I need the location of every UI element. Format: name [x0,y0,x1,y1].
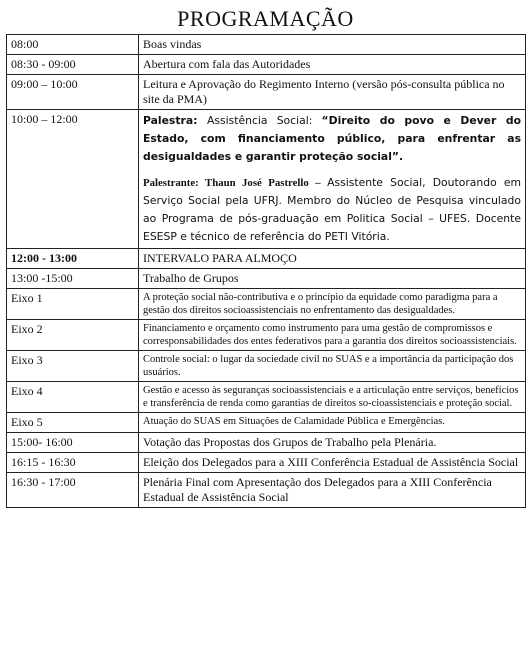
table-row [7,110,526,249]
time-cell: 08:00 [7,35,139,55]
table-row [7,289,526,320]
table-row [7,249,526,269]
time-cell: 10:00 – 12:00 [7,110,139,249]
desc-cell: Trabalho de Grupos [139,269,526,289]
time-cell: 15:00- 16:00 [7,433,139,453]
palestrante-paragraph [143,174,521,246]
time-cell: 12:00 - 13:00 [7,249,139,269]
table-row [7,453,526,473]
desc-cell: INTERVALO PARA ALMOÇO [139,249,526,269]
eixo-desc: A proteção social não-contributiva e o princípio da equidade como paradigma para a gestão dos direitos socioassistenciais no enfrentamento das desigualdades. [139,289,526,320]
desc-cell: Boas vindas [139,35,526,55]
table-row [7,320,526,351]
desc-cell: Plenária Final com Apresentação dos Delegados para a XIII Conferência Estadual de Assistência Social [139,473,526,508]
eixo-desc: Financiamento e orçamento como instrumento para uma gestão de compromissos e corresponsabilidades dos entes federativos para a garantia dos direitos socioassistenciais. [139,320,526,351]
palestrante-desc: Assistente Social, Doutorando em Serviço Social pela UFRJ. Membro do Núcleo de Pesquisa vinculado ao Programa de pós-graduação em Politica Social – UFES. Docente ESESP e técnico de referência do PETI Vitória. [143,176,521,243]
time-cell: 16:30 - 17:00 [7,473,139,508]
table-row [7,473,526,508]
eixo-desc: Gestão e acesso às seguranças socioassistenciais e a articulação entre serviços, benefícios e transferência de renda como garantias de direitos so-cioassistenciais e proteção social. [139,382,526,413]
table-row [7,382,526,413]
table-row [7,269,526,289]
palestrante-label: Palestrante: Thaun José Pastrello – [143,177,328,189]
time-cell: 16:15 - 16:30 [7,453,139,473]
desc-cell: Leitura e Aprovação do Regimento Interno (versão pós-consulta pública no site da PMA) [139,75,526,110]
page-title: PROGRAMAÇÃO [177,6,354,31]
eixo-desc: Atuação do SUAS em Situações de Calamidade Pública e Emergências. [139,413,526,433]
table-row [7,413,526,433]
eixo-label: Eixo 1 [7,289,139,320]
table-row [7,35,526,55]
table-row [7,351,526,382]
time-cell: 13:00 -15:00 [7,269,139,289]
eixo-label: Eixo 5 [7,413,139,433]
time-cell: 09:00 – 10:00 [7,75,139,110]
table-row [7,55,526,75]
palestra-prefix: Palestra: [143,114,207,127]
desc-cell: Eleição dos Delegados para a XIII Conferência Estadual de Assistência Social [139,453,526,473]
time-cell: 08:30 - 09:00 [7,55,139,75]
schedule-table [6,34,526,508]
palestra-cell [139,110,526,249]
eixo-label: Eixo 4 [7,382,139,413]
palestra-paragraph [143,112,521,166]
table-row [7,75,526,110]
eixo-desc: Controle social: o lugar da sociedade civil no SUAS e a importância da participação dos usuários. [139,351,526,382]
eixo-label: Eixo 2 [7,320,139,351]
palestra-quote: “Direito do povo e Dever do Estado, com financiamento público, para enfrentar as desigualdades e garantir proteção social”. [143,114,521,163]
desc-cell: Votação das Propostas dos Grupos de Trabalho pela Plenária. [139,433,526,453]
palestra-topic: Assistência Social: [206,114,322,127]
desc-cell: Abertura com fala das Autoridades [139,55,526,75]
table-row [7,433,526,453]
eixo-label: Eixo 3 [7,351,139,382]
